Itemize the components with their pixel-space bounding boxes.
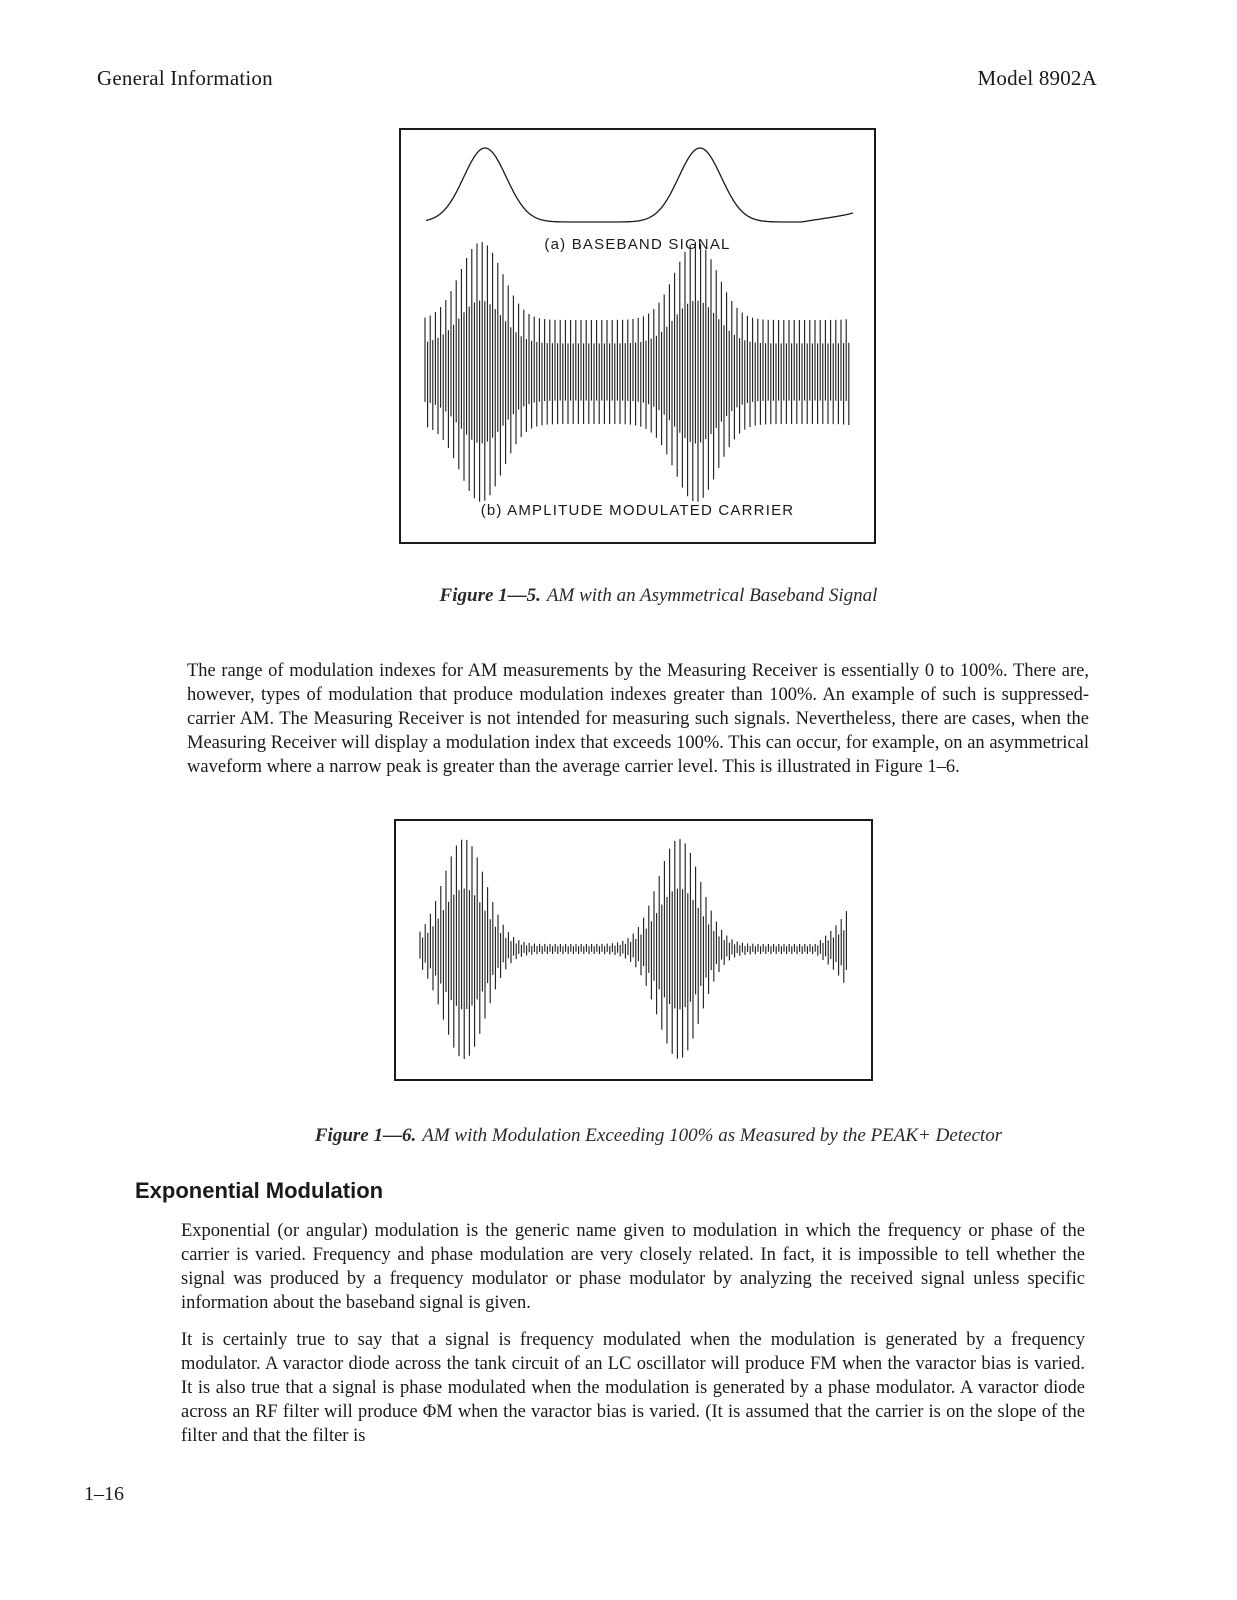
figure-1-5 xyxy=(399,128,876,544)
figure-1-6-caption xyxy=(40,1125,1237,1147)
body-paragraph-exponential-1: Exponential (or angular) modulation is the generic name given to modulation in which the frequency or phase of the carrier is varied. Frequency and phase modulation are very closely related. In fact, it is impossible to tell whether the signal was produced by a frequency modulator or phase modulator by analyzing the received signal unless specific information about the baseband signal is given. xyxy=(181,1221,1085,1313)
figure-1-5-drawing xyxy=(401,130,874,542)
baseband-signal-waveform xyxy=(426,148,853,222)
figure-1-5-caption xyxy=(40,585,1237,607)
figure-1-6-title: AM with Modulation Exceeding 100% as Measured by the PEAK+ Detector xyxy=(422,1125,1003,1146)
figure-1-5-number: Figure 1—5. xyxy=(439,585,541,606)
figure-1-6-drawing xyxy=(396,821,871,1079)
baseband-signal-label: (a) BASEBAND SIGNAL xyxy=(544,236,731,253)
figure-1-6-number: Figure 1—6. xyxy=(314,1125,417,1146)
am-carrier-label: (b) AMPLITUDE MODULATED CARRIER xyxy=(480,502,795,519)
overmodulated-carrier-waveform xyxy=(420,839,846,1059)
page-number: 1–16 xyxy=(84,1483,124,1505)
figure-1-5-title: AM with an Asymmetrical Baseband Signal xyxy=(546,585,878,606)
section-heading: Exponential Modulation xyxy=(135,1178,384,1203)
amplitude-modulated-carrier-waveform xyxy=(425,242,849,502)
running-head-right: Model 8902A xyxy=(977,66,1097,90)
figure-1-6 xyxy=(394,819,873,1081)
body-paragraph-modulation-range: The range of modulation indexes for AM measurements by the Measuring Receiver is essentially 0 to 100%. There are, however, types of modulation that produce modulation indexes greater than 100%. An example of such is suppressed-carrier AM. The Measuring Receiver is not intended for measuring such signals. Nevertheless, there are cases, when the Measuring Receiver will display a modulation index that exceeds 100%. This can occur, for example, on an asymmetrical waveform where a narrow peak is greater than the average carrier level. This is illustrated in Figure 1–6. xyxy=(187,661,1089,777)
running-head-left: General Information xyxy=(97,66,273,90)
body-paragraph-exponential-2: It is certainly true to say that a signal is frequency modulated when the modulation is generated by a frequency modulator. A varactor diode across the tank circuit of an LC oscillator will produce FM when the varactor bias is varied. It is also true that a signal is phase modulated when the modulation is generated by a phase modulator. A varactor diode across an RF filter will produce ΦM when the varactor bias is varied. (It is assumed that the carrier is on the slope of the filter and that the filter is xyxy=(181,1330,1085,1446)
